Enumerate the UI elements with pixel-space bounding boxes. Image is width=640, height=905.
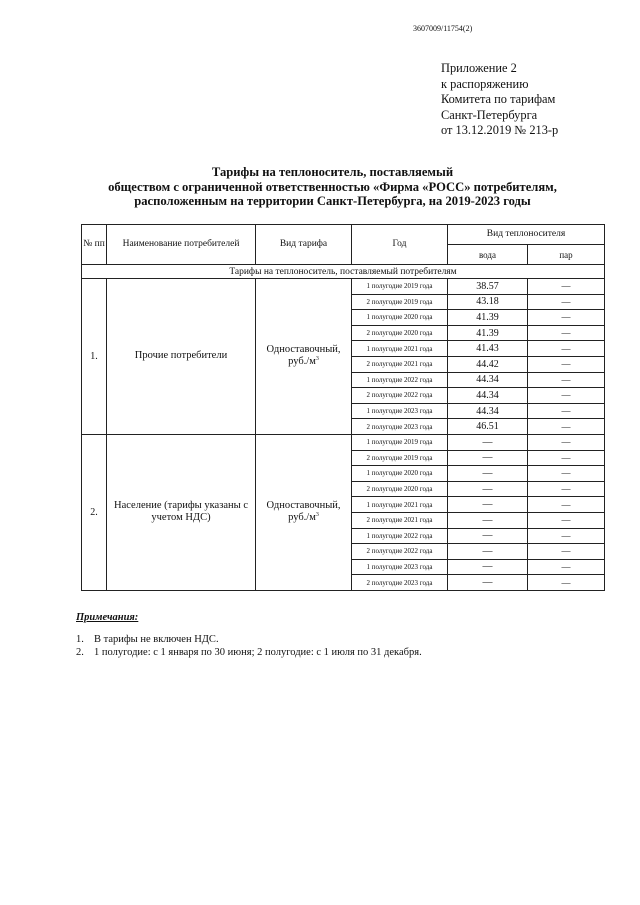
notes-block	[76, 612, 422, 660]
consumer-name: Население (тарифы указаны с учетом НДС)	[107, 434, 256, 590]
water-tariff-cell: 43.18	[448, 294, 528, 310]
steam-tariff-cell: —	[528, 575, 605, 591]
appendix-block	[441, 61, 558, 139]
water-tariff-cell: —	[448, 528, 528, 544]
period-cell: 1 полугодие 2022 года	[352, 528, 448, 544]
period-cell: 2 полугодие 2020 года	[352, 325, 448, 341]
water-tariff-cell: —	[448, 481, 528, 497]
header-consumer: Наименование потребителей	[107, 225, 256, 265]
table-row	[82, 434, 605, 450]
header-steam: пар	[528, 245, 605, 265]
tariff-kind	[256, 279, 352, 435]
tariff-kind-label: Одноставочный,	[266, 343, 341, 355]
header-tariff-kind: Вид тарифа	[256, 225, 352, 265]
steam-tariff-cell: —	[528, 372, 605, 388]
steam-tariff-cell: —	[528, 450, 605, 466]
steam-tariff-cell: —	[528, 544, 605, 560]
water-tariff-cell: 44.34	[448, 372, 528, 388]
period-cell: 1 полугодие 2022 года	[352, 372, 448, 388]
tariff-table	[81, 224, 605, 591]
header-carrier: Вид теплоносителя	[448, 225, 605, 245]
period-cell: 2 полугодие 2022 года	[352, 388, 448, 404]
header-year: Год	[352, 225, 448, 265]
water-tariff-cell: —	[448, 497, 528, 513]
note-item	[76, 647, 422, 660]
notes-title: Примечания:	[76, 612, 139, 623]
water-tariff-cell: —	[448, 450, 528, 466]
period-cell: 2 полугодие 2019 года	[352, 294, 448, 310]
note-number: 2.	[76, 647, 84, 658]
period-cell: 1 полугодие 2021 года	[352, 341, 448, 357]
water-tariff-cell: 46.51	[448, 419, 528, 435]
period-cell: 1 полугодие 2023 года	[352, 403, 448, 419]
header-water: вода	[448, 245, 528, 265]
appendix-line: от 13.12.2019 № 213-р	[441, 123, 559, 137]
water-tariff-cell: 44.34	[448, 403, 528, 419]
document-title	[60, 165, 605, 209]
row-number: 2.	[82, 434, 107, 590]
steam-tariff-cell: —	[528, 466, 605, 482]
steam-tariff-cell: —	[528, 279, 605, 295]
steam-tariff-cell: —	[528, 294, 605, 310]
appendix-line: Приложение 2	[441, 61, 517, 75]
steam-tariff-cell: —	[528, 341, 605, 357]
note-item	[76, 634, 219, 647]
water-tariff-cell: —	[448, 434, 528, 450]
period-cell: 1 полугодие 2020 года	[352, 466, 448, 482]
tariff-unit: руб./м	[288, 356, 316, 368]
water-tariff-cell: —	[448, 544, 528, 560]
steam-tariff-cell: —	[528, 419, 605, 435]
water-tariff-cell: 41.39	[448, 325, 528, 341]
steam-tariff-cell: —	[528, 434, 605, 450]
period-cell: 2 полугодие 2023 года	[352, 419, 448, 435]
tariff-kind	[256, 434, 352, 590]
tariff-unit-exponent: 3	[315, 512, 319, 519]
water-tariff-cell: —	[448, 512, 528, 528]
document-id: 3607009/11754(2)	[413, 24, 473, 33]
row-number: 1.	[82, 279, 107, 435]
water-tariff-cell: 44.34	[448, 388, 528, 404]
water-tariff-cell: —	[448, 575, 528, 591]
water-tariff-cell: —	[448, 466, 528, 482]
appendix-line: Санкт-Петербурга	[441, 107, 538, 122]
steam-tariff-cell: —	[528, 481, 605, 497]
water-tariff-cell: —	[448, 559, 528, 575]
steam-tariff-cell: —	[528, 325, 605, 341]
table-body	[82, 265, 605, 591]
header-num: № пп	[82, 225, 107, 265]
steam-tariff-cell: —	[528, 559, 605, 575]
title-line: обществом с ограниченной ответственностью «Фирма «РОСС» потребителям,	[108, 179, 557, 194]
steam-tariff-cell: —	[528, 512, 605, 528]
tariff-unit-exponent: 3	[315, 356, 319, 363]
section-title: Тарифы на теплоноситель, поставляемый потребителям	[82, 265, 605, 279]
water-tariff-cell: 38.57	[448, 279, 528, 295]
table-row	[82, 279, 605, 295]
steam-tariff-cell: —	[528, 388, 605, 404]
tariff-kind-label: Одноставочный,	[266, 499, 341, 511]
period-cell: 2 полугодие 2023 года	[352, 575, 448, 591]
period-cell: 2 полугодие 2022 года	[352, 544, 448, 560]
note-text: 1 полугодие: с 1 января по 30 июня; 2 полугодие: с 1 июля по 31 декабря.	[94, 647, 422, 658]
period-cell: 2 полугодие 2021 года	[352, 512, 448, 528]
note-number: 1.	[76, 634, 84, 645]
steam-tariff-cell: —	[528, 528, 605, 544]
steam-tariff-cell: —	[528, 497, 605, 513]
period-cell: 1 полугодие 2023 года	[352, 559, 448, 575]
water-tariff-cell: 44.42	[448, 356, 528, 372]
period-cell: 1 полугодие 2019 года	[352, 434, 448, 450]
appendix-line: к распоряжению	[441, 76, 529, 91]
steam-tariff-cell: —	[528, 310, 605, 326]
appendix-line: Комитета по тарифам	[441, 92, 556, 106]
title-line: расположенным на территории Санкт-Петербурга, на 2019-2023 годы	[134, 194, 531, 208]
steam-tariff-cell: —	[528, 403, 605, 419]
tariff-unit: руб./м	[288, 512, 316, 524]
period-cell: 1 полугодие 2020 года	[352, 310, 448, 326]
water-tariff-cell: 41.43	[448, 341, 528, 357]
water-tariff-cell: 41.39	[448, 310, 528, 326]
period-cell: 2 полугодие 2020 года	[352, 481, 448, 497]
period-cell: 1 полугодие 2019 года	[352, 279, 448, 295]
period-cell: 2 полугодие 2021 года	[352, 356, 448, 372]
consumer-name: Прочие потребители	[107, 279, 256, 435]
period-cell: 1 полугодие 2021 года	[352, 497, 448, 513]
steam-tariff-cell: —	[528, 356, 605, 372]
period-cell: 2 полугодие 2019 года	[352, 450, 448, 466]
title-line: Тарифы на теплоноситель, поставляемый	[211, 165, 454, 179]
note-text: В тарифы не включен НДС.	[94, 634, 219, 645]
